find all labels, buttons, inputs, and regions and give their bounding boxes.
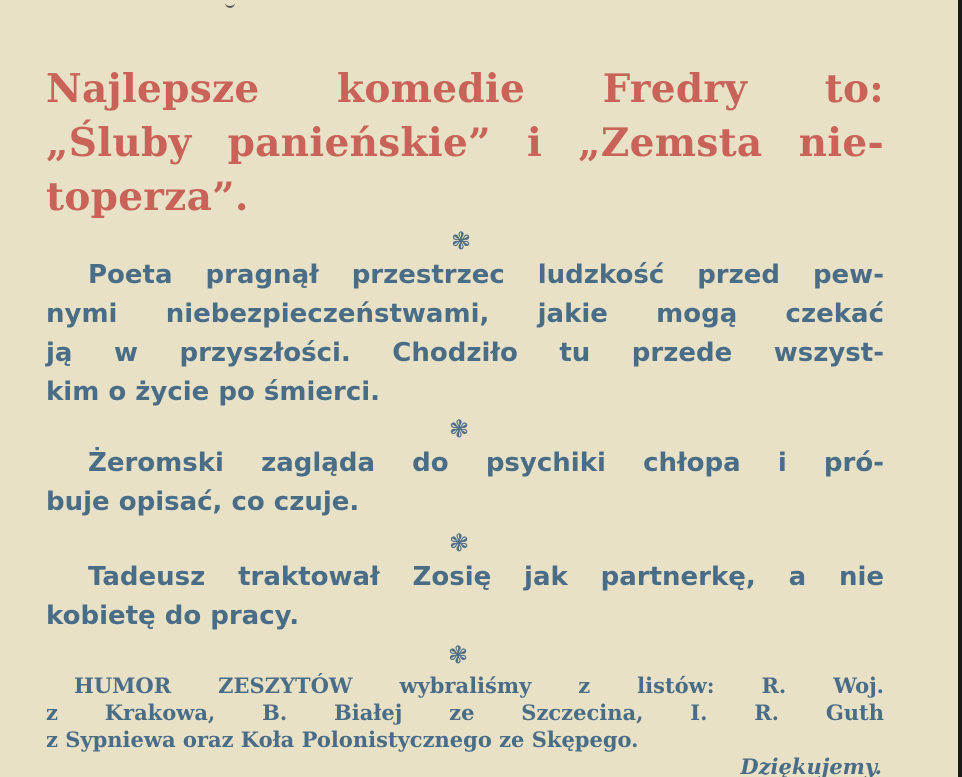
paragraph-line: nymi niebezpieczeństwami, jakie mogą czekać — [46, 299, 884, 329]
credits-line: z Sypniewa oraz Koła Polonistycznego ze Skępego. — [46, 727, 639, 752]
credits-line: HUMOR ZESZYTÓW wybraliśmy z listów: R. Woj. — [74, 673, 884, 698]
headline-line: toperza”. — [46, 174, 249, 220]
headline-line: Najlepsze komedie Fredry to: — [46, 66, 884, 112]
headline — [46, 62, 884, 224]
paragraph-line: kim o życie po śmierci. — [46, 377, 381, 407]
paragraph-line: Żeromski zagląda do psychiki chłopa i pró- — [88, 448, 884, 478]
paragraph-poeta — [46, 256, 884, 412]
asterism-snowflake-icon: ❃ — [447, 641, 469, 669]
paragraph-line: Poeta pragnął przestrzec ludzkość przed pew- — [88, 260, 884, 290]
credits-line: z Krakowa, B. Białej ze Szczecina, I. R. Guth — [46, 700, 884, 725]
asterism-snowflake-icon: ❃ — [450, 227, 472, 255]
right-edge-border — [958, 0, 962, 777]
paragraph-line: buje opisać, co czuje. — [46, 487, 360, 517]
headline-line: „Śluby panieńskie” i „Zemsta nie- — [46, 120, 884, 166]
asterism-snowflake-icon: ❃ — [448, 415, 470, 443]
paragraph-zeromski — [46, 444, 884, 522]
paragraph-line: Tadeusz traktował Zosię jak partnerkę, a nie — [88, 562, 884, 592]
credits — [46, 672, 884, 777]
article-column — [46, 62, 884, 777]
paragraph-line: kobietę do pracy. — [46, 601, 300, 631]
thanks-signoff: Dziękujemy. — [740, 754, 882, 777]
asterism-snowflake-icon: ❃ — [448, 529, 470, 557]
paragraph-tadeusz — [46, 558, 884, 636]
paragraph-line: ją w przyszłości. Chodziło tu przede wszyst- — [46, 338, 884, 368]
top-edge-mark — [225, 0, 235, 8]
